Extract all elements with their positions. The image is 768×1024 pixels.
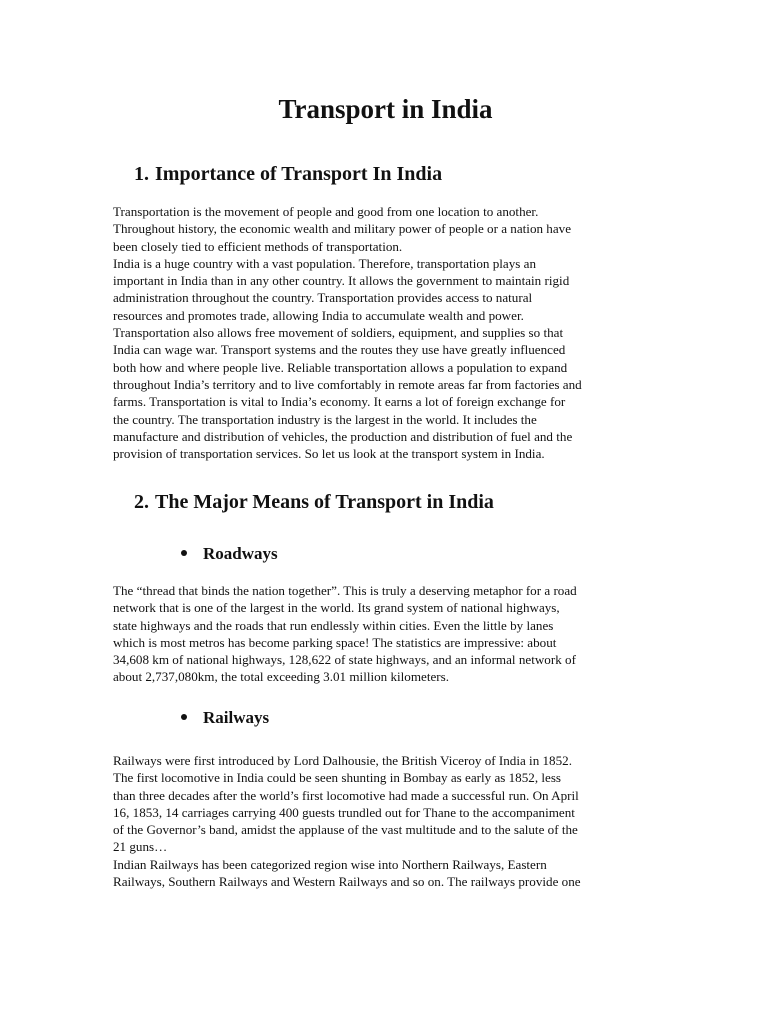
paragraph-line: state highways and the roads that run endlessly within cities. Even the little by lanes (113, 617, 554, 633)
subheading-railways (181, 707, 269, 729)
paragraph-line: Transportation is the movement of people and good from one location to another. (113, 204, 539, 219)
subheading-roadways (181, 543, 278, 565)
paragraph-line: Railways, Southern Railways and Western Railways and so on. The railways provide one (113, 874, 581, 890)
paragraph-line: Indian Railways has been categorized region wise into Northern Railways, Eastern (113, 856, 547, 872)
paragraph-line: than three decades after the world’s first locomotive had made a successful run. On April (113, 787, 579, 803)
paragraph-line: the country. The transportation industry is the largest in the world. It includes the (113, 411, 537, 427)
paragraph-line: India is a huge country with a vast population. Therefore, transportation plays an (113, 255, 537, 271)
paragraph-line: manufacture and distribution of vehicles, the production and distribution of fuel and the (113, 428, 573, 444)
paragraph-line: India can wage war. Transport systems and the routes they use have greatly influenced (113, 342, 566, 358)
paragraph-line: 34,608 km of national highways, 128,622 of state highways, and an informal network of (113, 652, 576, 668)
subheading-text: Roadways (203, 544, 278, 563)
section-heading-importance (134, 161, 442, 187)
page-title: Transport in India (278, 94, 493, 124)
paragraph-line: important in India than in any other country. It allows the government to maintain rigid (113, 273, 570, 289)
paragraph-line: provision of transportation services. So let us look at the transport system in India. (113, 446, 545, 462)
section-number: 1. (134, 163, 149, 185)
paragraph-line: network that is one of the largest in the world. Its grand system of national highways, (113, 600, 560, 616)
bullet-icon (181, 550, 187, 556)
paragraph-line: resources and promotes trade, allowing India to accumulate wealth and power. (113, 307, 524, 323)
paragraph-line: farms. Transportation is vital to India’s economy. It earns a lot of foreign exchange for (113, 394, 566, 410)
paragraph-line: 16, 1853, 14 carriages carrying 400 guests trundled out for Thane to the accompaniment (113, 804, 575, 820)
railways-paragraph (113, 752, 658, 890)
paragraph-line: 21 guns… (113, 839, 168, 855)
paragraph-line: which is most metros has become parking space! The statistics are impressive: about (113, 634, 557, 650)
paragraph-line: Transportation also allows free movement of soldiers, equipment, and supplies so that (113, 325, 564, 341)
paragraph-line: administration throughout the country. Transportation provides access to natural (113, 290, 533, 306)
paragraph-line: throughout India’s territory and to live comfortably in remote areas far from factories and (113, 376, 582, 392)
paragraph-line: been closely tied to efficient methods of transportation. (113, 238, 403, 254)
section-heading-major-means (134, 489, 494, 515)
paragraph-line: about 2,737,080km, the total exceeding 3.01 million kilometers. (113, 669, 450, 685)
paragraph-line: Throughout history, the economic wealth and military power of people or a nation have (113, 221, 572, 237)
section-number: 2. (134, 491, 149, 513)
section-heading-text: Importance of Transport In India (155, 163, 443, 185)
paragraph-line: The first locomotive in India could be seen shunting in Bombay as early as 1852, less (113, 770, 562, 786)
paragraph-line: both how and where people live. Reliable transportation allows a population to expand (113, 359, 568, 375)
importance-paragraph (113, 203, 658, 462)
bullet-icon (181, 714, 187, 720)
roadways-paragraph (113, 582, 658, 686)
subheading-text: Railways (203, 708, 270, 727)
paragraph-line: Railways were first introduced by Lord Dalhousie, the British Viceroy of India in 1852. (113, 753, 572, 768)
paragraph-line: The “thread that binds the nation together”. This is truly a deserving metaphor for a road (113, 583, 577, 598)
section-heading-text: The Major Means of Transport in India (155, 491, 494, 513)
paragraph-line: of the Governor’s band, amidst the applause of the vast multitude and to the salute of the (113, 822, 578, 838)
